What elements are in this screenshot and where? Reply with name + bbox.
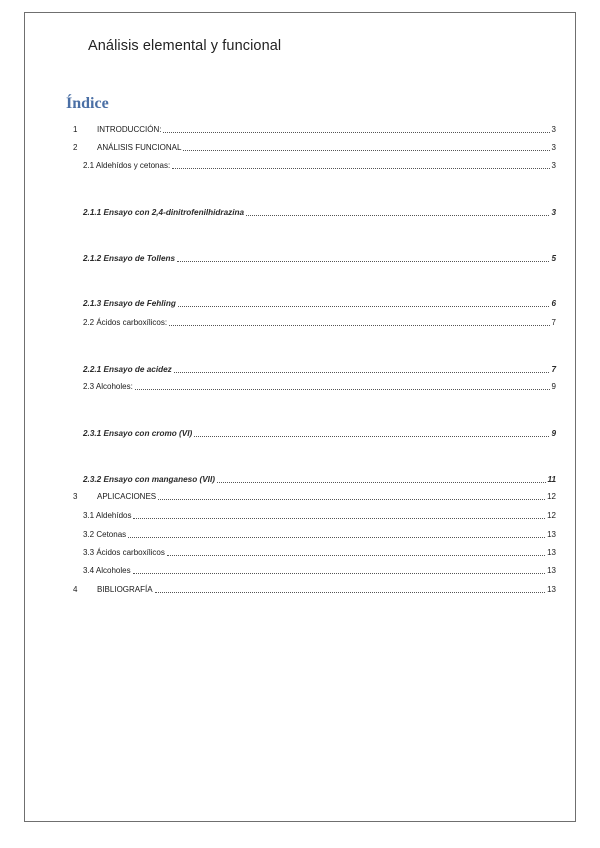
toc-entry-label: 2.1.3 Ensayo de Fehling: [83, 299, 176, 308]
toc-leader-dots: [246, 214, 549, 216]
toc-leader-dots: [169, 324, 550, 326]
toc-entry-label: 2.1.1 Ensayo con 2,4-dinitrofenilhidrazina: [83, 208, 245, 217]
toc-entry-page: 9: [551, 429, 556, 438]
toc-entry-label: 2.2.1 Ensayo de acidez: [83, 365, 172, 374]
toc-entry-page: 7: [551, 365, 556, 374]
toc-entry-label: 2.1.2 Ensayo de Tollens: [83, 254, 176, 263]
toc-entry-number: 4: [73, 585, 78, 594]
toc-leader-dots: [178, 305, 550, 307]
toc-entry-label: 2.3 Alcoholes:: [83, 382, 133, 391]
toc-leader-dots: [155, 591, 546, 593]
toc-leader-dots: [128, 536, 545, 538]
toc-heading: Índice: [66, 95, 109, 112]
toc-entry-label: APLICACIONES: [97, 492, 157, 501]
toc-leader-dots: [183, 149, 549, 151]
toc-entry-label: 2.2 Ácidos carboxílicos:: [83, 318, 168, 327]
toc-entry-label: 3.2 Cetonas: [83, 530, 127, 539]
toc-entry-label: INTRODUCCIÓN:: [97, 125, 162, 134]
toc-entry-page: 13: [547, 585, 556, 594]
toc-entry-label: 3.4 Alcoholes: [83, 566, 131, 575]
toc-entry-label: 2.1 Aldehídos y cetonas:: [83, 161, 171, 170]
toc-entry-aldehidos-cetonas[interactable]: [83, 159, 556, 171]
toc-entry-page: 13: [547, 548, 556, 557]
toc-entry-aplic-cetonas[interactable]: [83, 528, 556, 540]
toc-leader-dots: [158, 498, 545, 500]
toc-leader-dots: [177, 260, 549, 262]
toc-leader-dots: [167, 554, 545, 556]
toc-entry-ensayo-tollens[interactable]: [83, 252, 556, 264]
toc-entry-label: BIBLIOGRAFÍA: [97, 585, 153, 594]
toc-entry-page: 9: [551, 382, 556, 391]
toc-entry-ensayo-fehling[interactable]: [83, 297, 556, 309]
toc-entry-aplic-aldehidos[interactable]: [83, 509, 556, 521]
toc-entry-page: 3: [551, 143, 556, 152]
toc-entry-page: 7: [551, 318, 556, 327]
toc-entry-label: 3.1 Aldehídos: [83, 511, 132, 520]
toc-entry-number: 3: [73, 492, 78, 501]
toc-entry-alcoholes[interactable]: [83, 380, 556, 392]
toc-entry-analisis-funcional[interactable]: [73, 141, 556, 153]
toc-entry-number: 2: [73, 143, 78, 152]
toc-entry-label: 2.3.1 Ensayo con cromo (VI): [83, 429, 193, 438]
toc-entry-page: 3: [551, 208, 556, 217]
toc-leader-dots: [217, 481, 546, 483]
toc-entry-ensayo-dnfh[interactable]: [83, 206, 556, 218]
toc-entry-aplic-alcoholes[interactable]: [83, 564, 556, 576]
toc-entry-aplic-acidos[interactable]: [83, 546, 556, 558]
toc-entry-bibliografia[interactable]: [73, 583, 556, 595]
toc-entry-page: 6: [551, 299, 556, 308]
toc-leader-dots: [133, 517, 545, 519]
document-title: Análisis elemental y funcional: [88, 38, 282, 54]
toc-entry-page: 12: [547, 492, 556, 501]
toc-entry-aplicaciones[interactable]: [73, 490, 556, 502]
toc-entry-number: 1: [73, 125, 78, 134]
toc-entry-label: ANÁLISIS FUNCIONAL: [97, 143, 182, 152]
toc-entry-page: 3: [551, 125, 556, 134]
toc-leader-dots: [133, 572, 546, 574]
toc-entry-page: 12: [547, 511, 556, 520]
toc-entry-page: 13: [547, 530, 556, 539]
toc-leader-dots: [174, 371, 550, 373]
toc-entry-page: 3: [551, 161, 556, 170]
toc-entry-page: 5: [551, 254, 556, 263]
toc-entry-ensayo-manganeso[interactable]: [83, 473, 556, 485]
toc-entry-label: 2.3.2 Ensayo con manganeso (VII): [83, 475, 215, 484]
toc-entry-ensayo-cromo[interactable]: [83, 427, 556, 439]
toc-entry-page: 11: [547, 475, 556, 484]
toc-entry-ensayo-acidez[interactable]: [83, 363, 556, 375]
toc-entry-page: 13: [547, 566, 556, 575]
toc-entry-introduccion[interactable]: [73, 123, 556, 135]
toc-entry-acidos-carboxilicos[interactable]: [83, 316, 556, 328]
toc-entry-label: 3.3 Ácidos carboxílicos: [83, 548, 165, 557]
toc-leader-dots: [163, 131, 549, 133]
toc-leader-dots: [172, 167, 549, 169]
toc-leader-dots: [194, 435, 549, 437]
toc-leader-dots: [135, 388, 550, 390]
